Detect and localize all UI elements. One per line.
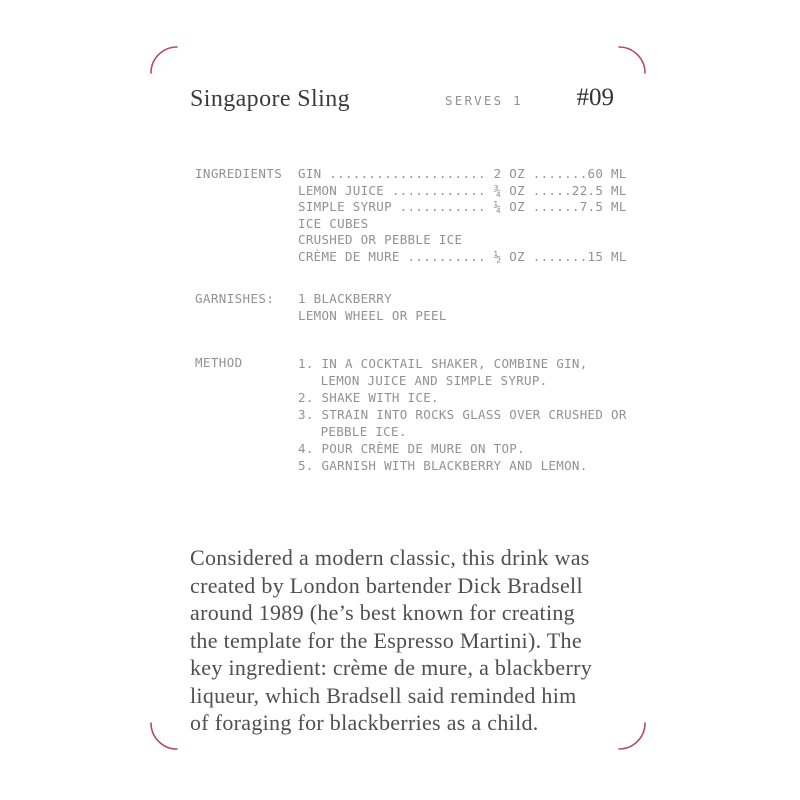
serves-badge: SERVES 1: [445, 93, 523, 108]
recipe-number: #09: [576, 84, 614, 111]
ingredient-line: CRÈME DE MURE .......... ½ OZ .......15 ML: [298, 248, 627, 264]
description-line: Considered a modern classic, this drink was: [190, 545, 590, 570]
ingredient-line: SIMPLE SYRUP ........... ¼ OZ ......7.5 ML: [298, 199, 627, 214]
corner-arc-bottom-left-icon: [150, 722, 178, 750]
ingredient-line: GIN .................... 2 OZ .......60 ML: [298, 166, 627, 181]
ingredient-line: CRUSHED OR PEBBLE ICE: [298, 232, 463, 247]
method-label: METHOD: [195, 355, 243, 370]
ingredients-label: INGREDIENTS: [195, 166, 283, 181]
corner-arc-top-right-icon: [618, 46, 646, 74]
ingredient-line: LEMON JUICE ............ ¾ OZ .....22.5 ML: [298, 182, 627, 198]
method-step: 2. SHAKE WITH ICE.: [298, 390, 439, 405]
corner-arc-bottom-right-icon: [618, 722, 646, 750]
corner-arc-top-left-icon: [150, 46, 178, 74]
garnish-line: 1 BLACKBERRY: [298, 291, 392, 306]
description-paragraph: [190, 544, 592, 737]
method-step: 4. POUR CRÈME DE MURE ON TOP.: [298, 441, 525, 456]
ingredient-line: ICE CUBES: [298, 215, 369, 231]
garnishes-label: GARNISHES:: [195, 291, 275, 306]
method-step: 1. IN A COCKTAIL SHAKER, COMBINE GIN, LEMON JUICE AND SIMPLE SYRUP.: [298, 356, 588, 388]
description-line: liqueur, which Bradsell said reminded him: [190, 682, 577, 708]
recipe-title: Singapore Sling: [190, 86, 350, 112]
garnish-line: LEMON WHEEL OR PEEL: [298, 307, 447, 323]
method-step: 3. STRAIN INTO ROCKS GLASS OVER CRUSHED OR PEBBLE ICE.: [298, 407, 627, 439]
description-line: created by London bartender Dick Bradsell: [190, 572, 583, 598]
description-line: the template for the Espresso Martini). The: [190, 627, 582, 653]
description-line: key ingredient: crème de mure, a blackberry: [190, 655, 592, 680]
ingredients-list: [298, 166, 627, 265]
method-list: [298, 355, 630, 474]
description-line: of foraging for blackberries as a child.: [190, 710, 539, 735]
method-step: 5. GARNISH WITH BLACKBERRY AND LEMON.: [298, 458, 588, 473]
garnishes-list: [298, 291, 447, 324]
description-line: around 1989 (he’s best known for creating: [190, 600, 575, 625]
